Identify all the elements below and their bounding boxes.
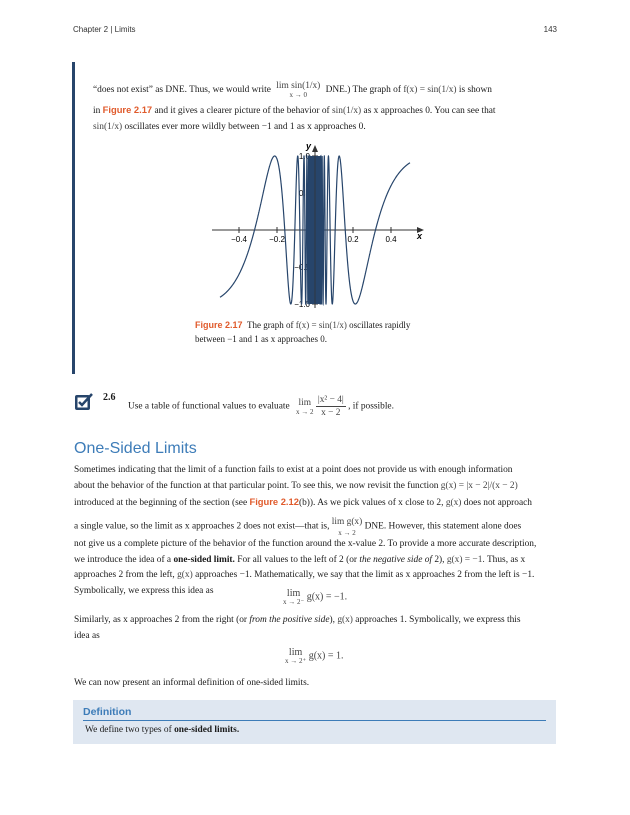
exercise-icon <box>74 392 94 412</box>
exercise-text: Use a table of functional values to evaluate lim x → 2 $\frac{\text{|x² − 4|}}{x - 2}$ , if possible. <box>128 395 394 419</box>
section-title: One-Sided Limits <box>74 440 197 457</box>
figure-link[interactable]: Figure 2.17 <box>102 104 153 115</box>
paragraph-two: Similarly, as x approaches 2 from the right (or from the positive side), g(x) approaches 1. Symbolically, we express this idea as <box>74 615 521 641</box>
x-axis-label: x <box>417 231 423 241</box>
limit-dne: lim g(x) x → 2 <box>331 516 363 538</box>
equation-left-limit: lim x → 2⁻ g(x) = −1. <box>283 588 348 606</box>
page-number: 143 <box>543 25 557 34</box>
sin-inverse-graph <box>210 140 430 315</box>
limit-expression: lim sin(1/x) x → 0 <box>276 81 321 100</box>
definition-divider <box>83 720 546 721</box>
sidebar-accent-bar <box>72 62 75 374</box>
paragraph-three: We can now present an informal definition of one-sided limits. <box>74 678 310 688</box>
figure-link-2-12[interactable]: Figure 2.12 <box>249 496 299 508</box>
chapter-header: Chapter 2 | Limits <box>73 25 136 34</box>
top-para-line1: “does not exist” as DNE. Thus, we would write lim sin(1/x) x → 0 DNE.) The graph of f(x) = sin(1/x) is shown <box>93 81 492 100</box>
y-axis-label: y <box>306 141 312 151</box>
y-tick-label: −1.0 <box>294 300 310 309</box>
x-tick-label: 0.4 <box>385 235 397 244</box>
x-tick-label: −0.4 <box>231 235 247 244</box>
figure-label: Figure 2.17 <box>195 320 243 330</box>
exercise-number: 2.6 <box>103 392 116 403</box>
paragraph-one: Sometimes indicating that the limit of a function fails to exist at a point does not provide us with enough information about the behavior of the function at that particular point. To see this, we now revisit the function g(x) = |x − 2|/(x − 2) introduced at the beginning of the section (see Figure 2.12(b)). As we pick values of x close to 2, g(x) does not approach a single value, so the limit as x approaches 2 does not exist—that is, lim g(x) x → 2 DNE. However, this statement alone does not give us a complete picture of the behavior of the function around the x-value 2. To provide a more accurate description, we introduce the idea of a one-sided limit. For all values to the left of 2 (or the negative side of 2), g(x) = −1. Thus, as x approaches 2 from the left, g(x) approaches −1. Mathematically, we say that the limit as x approaches 2 from the left is −1. Symbolically, we express this idea as <box>74 465 537 596</box>
top-para-line2: in Figure 2.17 and it gives a clearer picture of the behavior of sin(1/x) as x approaches 0. You can see that <box>93 104 496 116</box>
x-tick-label: 0.2 <box>347 235 359 244</box>
equation-right-limit: lim x → 2⁺ g(x) = 1. <box>285 647 344 665</box>
definition-box <box>73 700 556 744</box>
x-tick-label: −0.2 <box>269 235 285 244</box>
figure-caption: Figure 2.17 The graph of f(x) = sin(1/x) oscillates rapidly between −1 and 1 as x approaches 0. <box>195 320 411 345</box>
y-axis-arrow <box>312 145 318 152</box>
definition-title: Definition <box>83 706 132 718</box>
y-tick-label: 0.5 <box>298 189 310 198</box>
top-para-line3: sin(1/x) oscillates ever more wildly between −1 and 1 as x approaches 0. <box>93 122 366 132</box>
exercise-fraction: $\frac{\text{|x² − 4|}}{x - 2}$ <box>317 395 344 419</box>
y-tick-label: 1.0 <box>298 152 310 161</box>
exercise-limit: lim x → 2 <box>296 398 314 417</box>
definition-text: We define two types of one-sided limits. <box>85 725 240 735</box>
y-tick-label: −0.5 <box>294 263 310 272</box>
